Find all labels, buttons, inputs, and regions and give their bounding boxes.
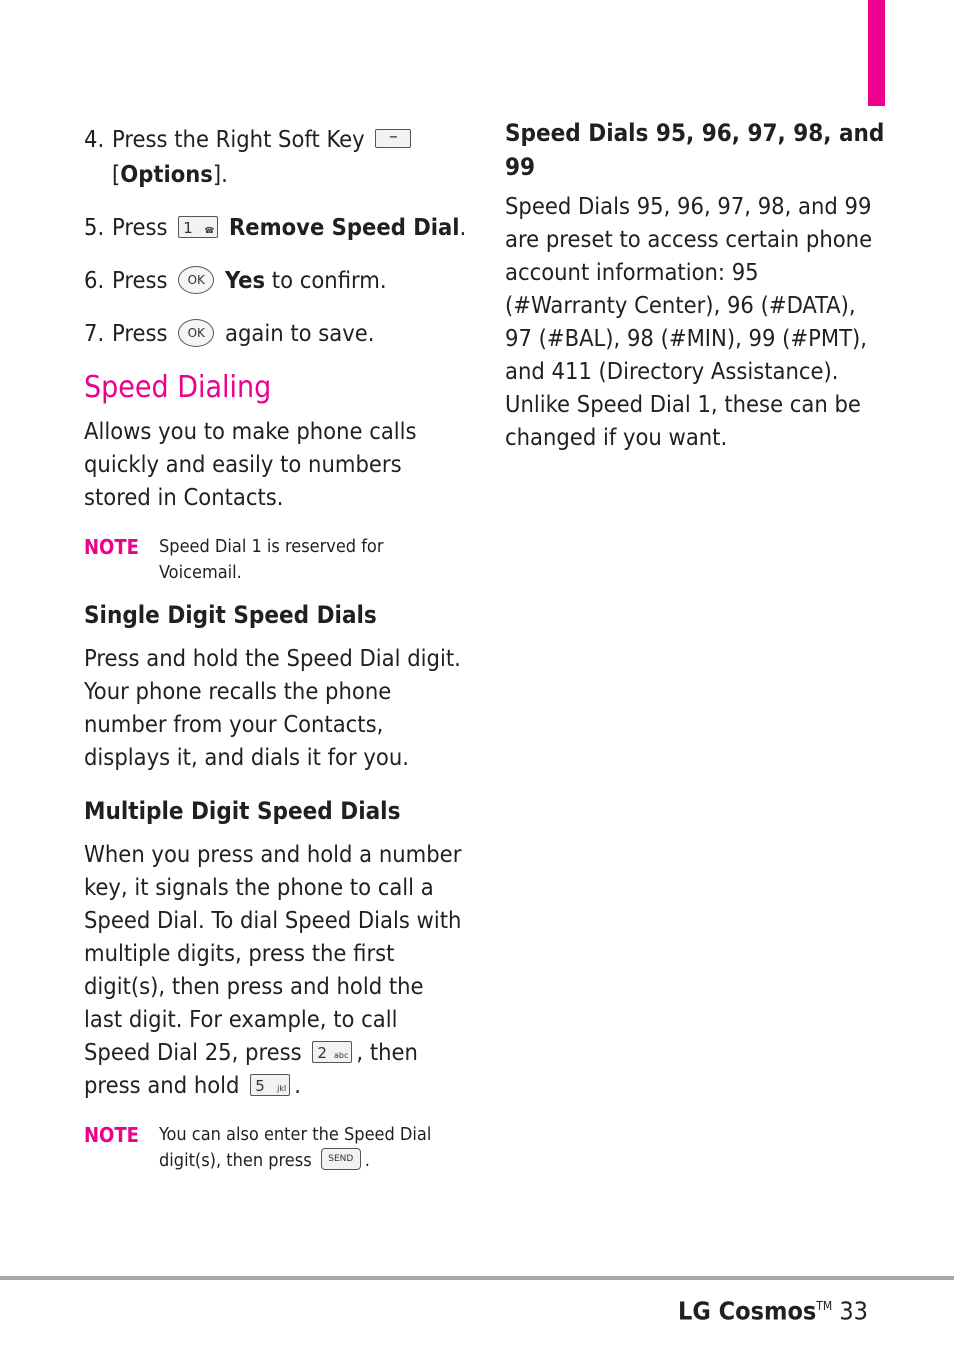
note-send: NOTE You can also enter the Speed Dial digit(s), then press SEND . [84,1123,432,1171]
step-4: 4. Press the Right Soft Key – [Options]. [84,122,464,192]
options-label: Options [120,160,213,188]
ok-key-icon: OK [178,266,214,294]
multiple-digit-heading: Multiple Digit Speed Dials [84,797,401,825]
key-1-icon: 1 ☎ [178,216,218,238]
footer-rule [0,1276,954,1280]
step-7: 7. Press OK again to save. [84,319,375,347]
page-number: 33 [839,1296,868,1326]
single-digit-text: Press and hold the Speed Dial digit. Your phone recalls the phone number from your Contacts, displays it, and dials it for you. [84,644,461,771]
intro-text: Allows you to make phone calls quickly and easily to numbers stored in Contacts. [84,417,417,511]
multiple-digit-text: When you press and hold a number key, it signals the phone to call a Speed Dial. To dial Speed Dials with multiple digits, press the first digit(s), then press and hold the last digit. For example, to call Speed Dial 25, press 2 abc , then press and hold 5 jkl . [84,840,462,1099]
right-column [505,116,885,474]
send-key-icon: SEND [321,1148,361,1170]
key-2-icon: 2 abc [312,1041,352,1063]
ok-key-icon: OK [178,319,214,347]
preset-text: Speed Dials 95, 96, 97, 98, and 99 are preset to access certain phone account information: 95 (#Warranty Center), 96 (#DATA), 97 (#BAL), 98 (#MIN), 99 (#PMT), and 411 (Directory Assistance). Unlike Speed Dial 1, these can be changed if you want. [505,192,873,451]
footer-brand: LG Cosmos [678,1296,817,1326]
section-tab-marker [868,0,885,106]
single-digit-heading: Single Digit Speed Dials [84,601,377,629]
step-5: 5. Press 1 ☎ Remove Speed Dial. [84,213,467,241]
section-title: Speed Dialing [84,370,272,405]
left-column [84,122,467,1186]
preset-heading: Speed Dials 95, 96, 97, 98, and 99 [505,119,885,181]
right-soft-key-icon: – [375,129,411,148]
step-6: 6. Press OK Yes to confirm. [84,266,387,294]
note-voicemail: NOTE Speed Dial 1 is reserved for Voicemail. [84,535,384,583]
page-footer: LG Cosmos™ 33 [678,1296,868,1326]
key-5-icon: 5 jkl [250,1074,290,1096]
